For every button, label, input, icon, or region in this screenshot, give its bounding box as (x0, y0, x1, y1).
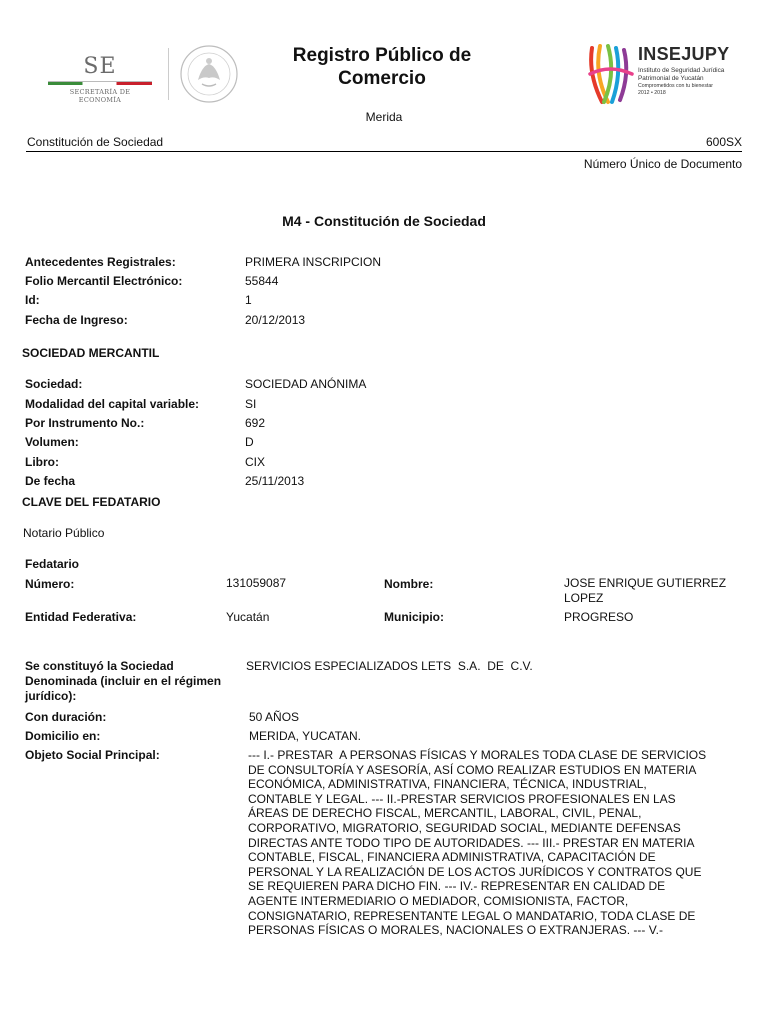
id-label: Id: (25, 293, 40, 307)
insejupy-logo (586, 44, 746, 106)
libro-label: Libro: (25, 455, 59, 469)
insejupy-name: INSEJUPY (638, 44, 730, 64)
denominada-label-line-2: Denominada (incluir en el régimen (25, 674, 222, 688)
objeto-line: CONSIGNATARIO, REPRESENTANTE LEGAL O MANDATARIO, TODA CLASE DE (248, 908, 696, 923)
denominada-label-line-1: Se constituyó la Sociedad (25, 659, 174, 673)
modalidad-label: Modalidad del capital variable: (25, 397, 200, 411)
objeto-line: CONTABLE, FISCAL, FINANCIERA ADMINISTRATIVA, CAPACITACIÓN DE (248, 850, 656, 865)
logo-divider (168, 48, 169, 100)
insejupy-emblem-icon (586, 44, 636, 106)
folio-label: Folio Mercantil Electrónico: (25, 274, 183, 288)
volumen-value: D (245, 435, 254, 449)
header-divider (26, 151, 742, 152)
title-line-1: Registro Público de (292, 45, 472, 66)
se-logo (48, 54, 152, 104)
document-code: 600SX (705, 135, 742, 149)
insejupy-line-4: 2012 • 2018 (638, 90, 666, 96)
numero-label: Número: (25, 577, 75, 591)
antecedentes-value: PRIMERA INSCRIPCION (245, 255, 382, 269)
objeto-line: AGENTE INTERMEDIARIO O MEDIADOR, COMISIONISTA, FACTOR, (248, 893, 629, 908)
volumen-label: Volumen: (25, 435, 79, 449)
mexico-seal-icon (178, 44, 240, 104)
domicilio-label: Domicilio en: (25, 729, 101, 743)
objeto-line: DE CONSULTORÍA Y ASESORÍA, ASÍ COMO REALIZAR ESTUDIOS EN MATERIA (248, 762, 697, 777)
sociedad-value: SOCIEDAD ANÓNIMA (245, 377, 367, 391)
de-fecha-value: 25/11/2013 (245, 474, 305, 488)
folio-value: 55844 (245, 274, 279, 288)
document-type: Constitución de Sociedad (27, 135, 164, 149)
nombre-label: Nombre: (384, 577, 434, 591)
se-logo-bar (48, 81, 152, 85)
page-title (270, 44, 494, 90)
objeto-line: SE REQUIEREN PARA DICHO FIN. --- IV.- REPRESENTAR EN CALIDAD DE (248, 879, 666, 894)
libro-value: CIX (245, 455, 266, 469)
instrumento-label: Por Instrumento No.: (25, 416, 145, 430)
domicilio-value: MERIDA, YUCATAN. (249, 729, 362, 743)
entidad-value: Yucatán (226, 610, 270, 624)
objeto-social-text (248, 748, 744, 938)
notario-label: Notario Público (23, 526, 105, 540)
nombre-value-line-2: LOPEZ (564, 591, 604, 605)
document-number-label: Número Único de Documento (583, 157, 742, 171)
objeto-line: PERSONAL Y LA REALIZACIÓN DE LOS ACTOS JURÍDICOS Y CONTRATOS QUE (248, 864, 702, 879)
objeto-line: CORPORATIVO, MIGRATORIO, SEGURIDAD SOCIAL, MEDIANTE DEFENSAS (248, 820, 681, 835)
antecedentes-label: Antecedentes Registrales: (25, 255, 176, 269)
entidad-label: Entidad Federativa: (25, 610, 137, 624)
objeto-label: Objeto Social Principal: (25, 748, 160, 762)
fecha-ingreso-value: 20/12/2013 (245, 313, 306, 327)
section-title: M4 - Constitución de Sociedad (282, 213, 486, 229)
sociedad-label: Sociedad: (25, 377, 83, 391)
instrumento-value: 692 (245, 416, 266, 430)
insejupy-line-1: Instituto de Seguridad Jurídica (638, 67, 725, 74)
de-fecha-label: De fecha (25, 474, 76, 488)
duracion-value: 50 AÑOS (249, 710, 300, 724)
objeto-line: ECONÓMICA, ADMINISTRATIVA, FINANCIERA, TÉCNICA, INDUSTRIAL, (248, 777, 647, 792)
modalidad-value: SI (245, 397, 257, 411)
id-value: 1 (245, 293, 252, 307)
se-logo-abbr: SE (83, 54, 117, 79)
objeto-line: ÁREAS DE DERECHO FISCAL, MERCANTIL, LABORAL, CIVIL, PENAL, (248, 806, 642, 821)
municipio-label: Municipio: (384, 610, 444, 624)
objeto-line: DIRECTAS ANTE TODO TIPO DE AUTORIDADES. --- III.- PRESTAR EN MATERIA (248, 835, 695, 850)
clave-fedatario-header: CLAVE DEL FEDATARIO (22, 495, 161, 509)
denominada-label (25, 659, 235, 704)
objeto-line: PERSONAS FÍSICAS O MORALES, NACIONALES O EXTRANJERAS. --- V.- (248, 923, 663, 938)
city-label: Merida (365, 110, 403, 124)
denominada-label-line-3: jurídico): (25, 689, 77, 703)
se-logo-subtitle: SECRETARÍA DE ECONOMÍA (69, 88, 131, 104)
numero-value: 131059087 (226, 576, 287, 590)
duracion-label: Con duración: (25, 710, 107, 724)
municipio-value: PROGRESO (564, 610, 634, 624)
title-line-2: Comercio (338, 68, 426, 89)
objeto-line: CONTABLE Y LEGAL. --- II.-PRESTAR SERVICIOS PROFESIONALES EN LAS (248, 791, 676, 806)
objeto-line: --- I.- PRESTAR A PERSONAS FÍSICAS Y MORALES TODA CLASE DE SERVICIOS (248, 748, 707, 762)
fedatario-header: Fedatario (25, 557, 80, 571)
nombre-value-line-1: JOSE ENRIQUE GUTIERREZ (564, 576, 727, 590)
fecha-ingreso-label: Fecha de Ingreso: (25, 313, 128, 327)
insejupy-line-3: Comprometidos con tu bienestar (638, 83, 713, 89)
insejupy-line-2: Patrimonial de Yucatán (638, 75, 704, 82)
sociedad-mercantil-header: SOCIEDAD MERCANTIL (22, 346, 160, 360)
denominada-value: SERVICIOS ESPECIALIZADOS LETS S.A. DE C.V. (246, 659, 533, 673)
